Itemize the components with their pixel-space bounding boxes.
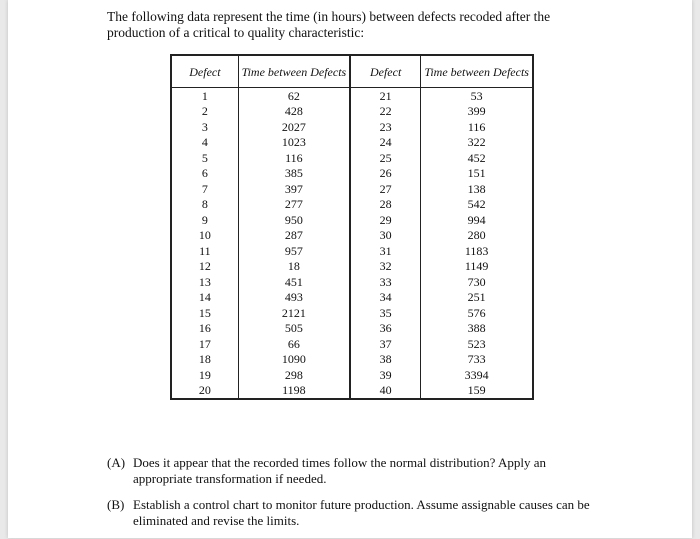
cell-defect: 26 (350, 166, 421, 182)
table-row (172, 336, 533, 352)
question-text: Establish a control chart to monitor future production. Assume assignable causes can be eliminated and revise the limits. (133, 497, 590, 528)
cell-defect: 29 (350, 212, 421, 228)
cell-time: 138 (421, 181, 533, 197)
question-text: Does it appear that the recorded times follow the normal distribution? Apply an appropriate transformation if needed. (133, 455, 547, 486)
cell-defect: 34 (350, 290, 421, 306)
cell-time: 116 (238, 150, 350, 166)
cell-defect: 17 (172, 336, 239, 352)
header-time-1: Time between Defects (238, 56, 350, 88)
header-defect-1: Defect (172, 56, 239, 88)
question-a (107, 455, 607, 486)
cell-time: 3394 (421, 367, 533, 383)
cell-time: 505 (238, 321, 350, 337)
cell-defect: 15 (172, 305, 239, 321)
cell-time: 1023 (238, 135, 350, 151)
cell-time: 18 (238, 259, 350, 275)
cell-time: 950 (238, 212, 350, 228)
cell-defect: 36 (350, 321, 421, 337)
cell-time: 733 (421, 352, 533, 368)
cell-defect: 30 (350, 228, 421, 244)
cell-time: 388 (421, 321, 533, 337)
cell-time: 2027 (238, 119, 350, 135)
table-row (172, 259, 533, 275)
table-row (172, 135, 533, 151)
cell-defect: 7 (172, 181, 239, 197)
table-row (172, 228, 533, 244)
cell-defect: 4 (172, 135, 239, 151)
cell-defect: 12 (172, 259, 239, 275)
cell-time: 957 (238, 243, 350, 259)
cell-defect: 35 (350, 305, 421, 321)
table-row (172, 197, 533, 213)
cell-time: 280 (421, 228, 533, 244)
cell-defect: 11 (172, 243, 239, 259)
cell-defect: 27 (350, 181, 421, 197)
cell-time: 1149 (421, 259, 533, 275)
cell-time: 994 (421, 212, 533, 228)
defects-table (171, 55, 533, 399)
cell-defect: 40 (350, 383, 421, 399)
cell-time: 151 (421, 166, 533, 182)
cell-time: 523 (421, 336, 533, 352)
cell-time: 2121 (238, 305, 350, 321)
table-row (172, 383, 533, 399)
cell-defect: 25 (350, 150, 421, 166)
cell-defect: 37 (350, 336, 421, 352)
question-b (107, 497, 607, 528)
cell-defect: 22 (350, 104, 421, 120)
cell-defect: 31 (350, 243, 421, 259)
cell-defect: 20 (172, 383, 239, 399)
questions-list (107, 455, 607, 539)
cell-time: 287 (238, 228, 350, 244)
table-row (172, 367, 533, 383)
cell-defect: 28 (350, 197, 421, 213)
cell-defect: 5 (172, 150, 239, 166)
cell-time: 399 (421, 104, 533, 120)
cell-time: 493 (238, 290, 350, 306)
table-row (172, 150, 533, 166)
cell-defect: 33 (350, 274, 421, 290)
cell-time: 159 (421, 383, 533, 399)
table-row (172, 88, 533, 104)
cell-time: 576 (421, 305, 533, 321)
table-row (172, 181, 533, 197)
cell-time: 116 (421, 119, 533, 135)
cell-defect: 19 (172, 367, 239, 383)
table-row (172, 104, 533, 120)
cell-time: 542 (421, 197, 533, 213)
cell-time: 1090 (238, 352, 350, 368)
cell-time: 322 (421, 135, 533, 151)
cell-time: 385 (238, 166, 350, 182)
table-row (172, 321, 533, 337)
cell-time: 53 (421, 88, 533, 104)
cell-defect: 1 (172, 88, 239, 104)
cell-time: 1198 (238, 383, 350, 399)
cell-defect: 38 (350, 352, 421, 368)
intro-paragraph: The following data represent the time (in hours) between defects recoded after the production of a critical to quality characteristic: (107, 9, 551, 40)
cell-defect: 21 (350, 88, 421, 104)
cell-time: 277 (238, 197, 350, 213)
cell-time: 730 (421, 274, 533, 290)
cell-defect: 2 (172, 104, 239, 120)
table-row (172, 352, 533, 368)
table-row (172, 290, 533, 306)
cell-defect: 9 (172, 212, 239, 228)
table-row (172, 274, 533, 290)
cell-defect: 23 (350, 119, 421, 135)
cell-defect: 6 (172, 166, 239, 182)
cell-defect: 18 (172, 352, 239, 368)
table-header-row (172, 56, 533, 88)
table-body (172, 88, 533, 399)
cell-time: 66 (238, 336, 350, 352)
header-time-2: Time between Defects (421, 56, 533, 88)
cell-defect: 8 (172, 197, 239, 213)
cell-defect: 3 (172, 119, 239, 135)
cell-time: 397 (238, 181, 350, 197)
cell-time: 428 (238, 104, 350, 120)
cell-time: 62 (238, 88, 350, 104)
cell-defect: 32 (350, 259, 421, 275)
table-row (172, 212, 533, 228)
cell-defect: 10 (172, 228, 239, 244)
cell-time: 451 (238, 274, 350, 290)
cell-defect: 13 (172, 274, 239, 290)
cell-time: 452 (421, 150, 533, 166)
cell-defect: 24 (350, 135, 421, 151)
cell-defect: 16 (172, 321, 239, 337)
cell-defect: 14 (172, 290, 239, 306)
question-label: (B) (107, 497, 125, 512)
cell-time: 251 (421, 290, 533, 306)
cell-time: 1183 (421, 243, 533, 259)
header-defect-2: Defect (350, 56, 421, 88)
question-label: (A) (107, 455, 126, 470)
table-row (172, 243, 533, 259)
cell-defect: 39 (350, 367, 421, 383)
table-row (172, 119, 533, 135)
table-row (172, 166, 533, 182)
document-page (8, 0, 692, 538)
cell-time: 298 (238, 367, 350, 383)
table-row (172, 305, 533, 321)
